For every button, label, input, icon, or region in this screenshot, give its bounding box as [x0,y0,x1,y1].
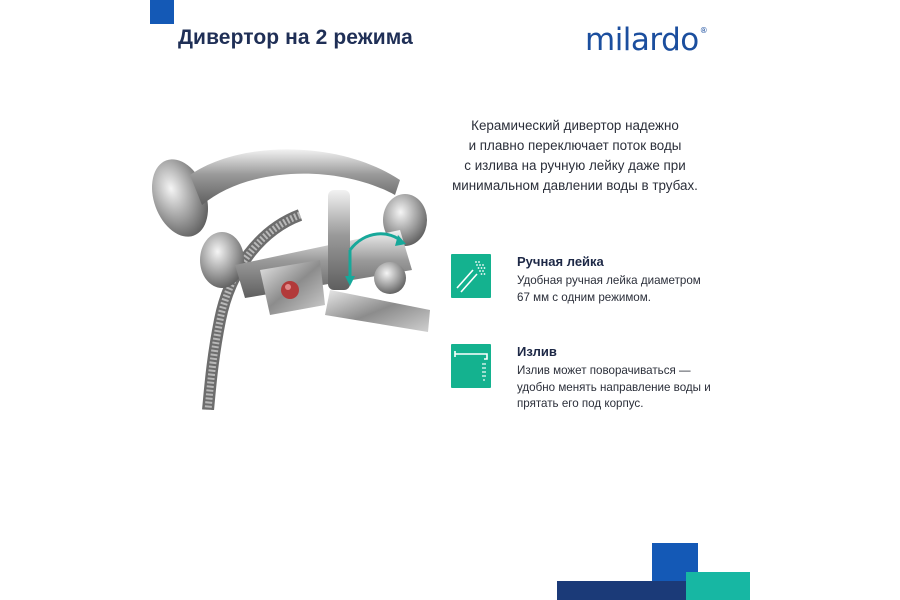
feature-title: Ручная лейка [517,254,604,269]
page-title: Дивертор на 2 режима [178,26,413,49]
feature-line: Излив может поворачиваться — [517,364,691,377]
feature-description [517,363,757,413]
feature-line: удобно менять направление воды и [517,380,711,394]
intro-line: минимальном давлении воды в трубах. [452,178,698,193]
corner-square-decoration [150,0,174,24]
feature-line: 67 мм с одним режимом. [517,290,651,304]
intro-text [440,116,710,196]
feature-description [517,273,757,306]
product-image [150,120,440,410]
feature-line: Удобная ручная лейка диаметром [517,274,701,287]
spout-icon [451,344,491,388]
hand-shower-icon [451,254,491,298]
intro-line: с излива на ручную лейку даже при [464,158,686,173]
feature-title: Излив [517,344,557,359]
deco-teal-block [686,572,750,600]
intro-line: Керамический дивертор надежно [471,118,679,133]
registered-mark: ® [699,26,708,35]
brand-logo-text: milardo [585,22,699,58]
intro-line: и плавно переключает поток воды [468,138,682,153]
brand-logo [585,22,707,58]
feature-line: прятать его под корпус. [517,397,644,410]
